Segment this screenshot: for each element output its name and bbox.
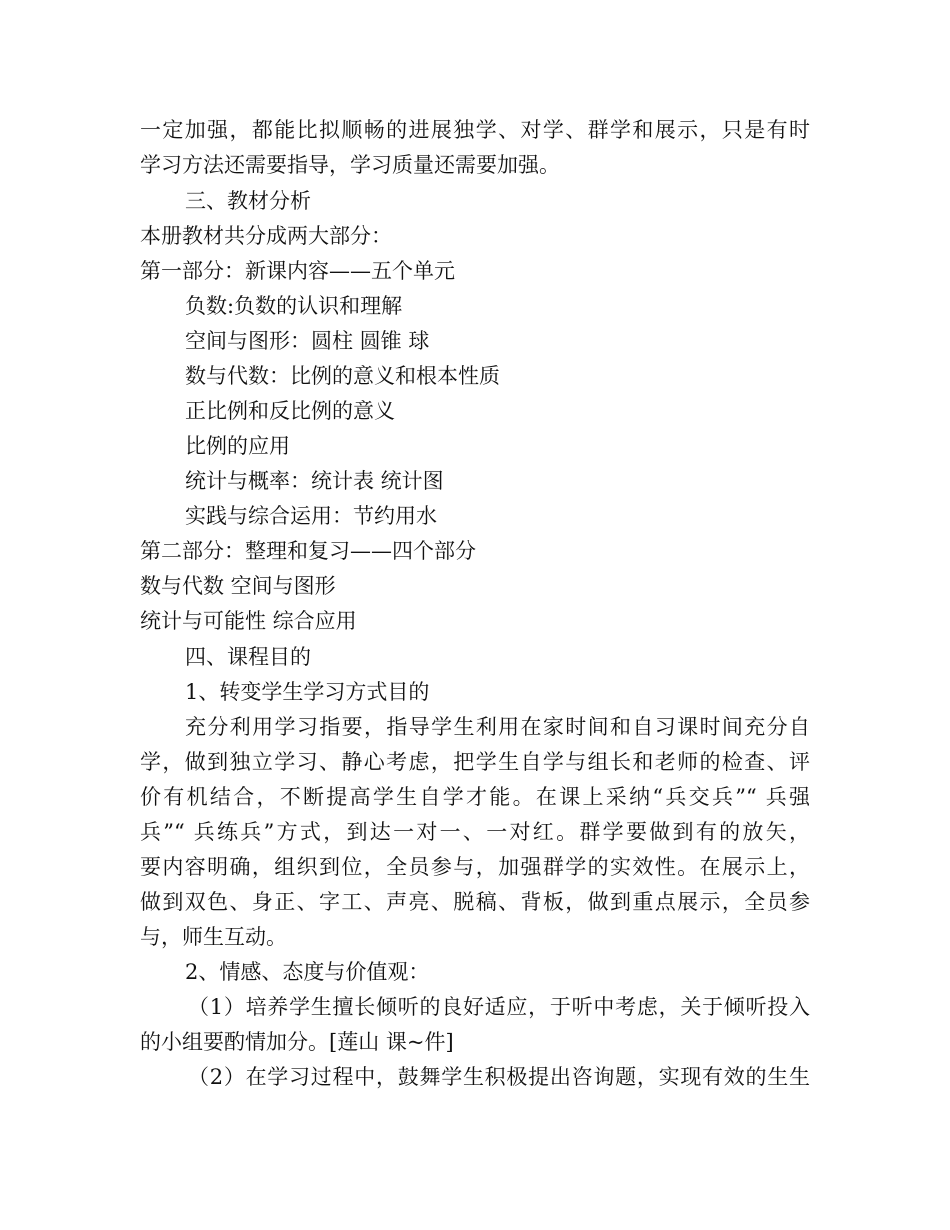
- body-text-line: 的小组要酌情加分。[莲山 课~件]: [140, 1030, 454, 1054]
- body-text-line: 价有机结合，不断提高学生自学才能。在课上采纳“兵交兵”“ 兵强: [140, 785, 810, 809]
- body-text-line: 学，做到独立学习、静心考虑，把学生自学与组长和老师的检查、评: [140, 750, 810, 774]
- list-item: 数与代数：比例的意义和根本性质: [185, 364, 500, 388]
- section-heading: 三、教材分析: [185, 189, 311, 213]
- body-text-line: 第一部分：新课内容——五个单元: [140, 259, 455, 283]
- subsection-heading: 1、转变学生学习方式目的: [185, 680, 430, 704]
- body-text-line: 数与代数 空间与图形: [140, 574, 336, 598]
- body-text-line: （2）在学习过程中，鼓舞学生积极提出咨询题，实现有效的生生: [188, 1065, 810, 1089]
- body-text-line: 做到双色、身正、字工、声亮、脱稿、背板，做到重点展示，全员参: [140, 890, 810, 914]
- list-item: 统计与概率：统计表 统计图: [185, 469, 444, 493]
- body-text-line: 与，师生互动。: [140, 925, 287, 949]
- body-text-line: 一定加强，都能比拟顺畅的进展独学、对学、群学和展示，只是有时: [140, 118, 810, 142]
- list-item: 空间与图形：圆柱 圆锥 球: [185, 329, 430, 353]
- body-text-line: 充分利用学习指要，指导学生利用在家时间和自习课时间充分自: [185, 715, 810, 739]
- list-item: 实践与综合运用：节约用水: [185, 504, 437, 528]
- body-text-line: 兵”“ 兵练兵”方式，到达一对一、一对红。群学要做到有的放矢，: [140, 820, 810, 844]
- list-item: 比例的应用: [185, 434, 290, 458]
- body-text-line: 要内容明确，组织到位，全员参与，加强群学的实效性。在展示上，: [140, 855, 810, 879]
- body-text-line: （1）培养学生擅长倾听的良好适应，于听中考虑，关于倾听投入: [188, 995, 810, 1019]
- subsection-heading: 2、情感、态度与价值观：: [185, 960, 430, 984]
- body-text-line: 学习方法还需要指导，学习质量还需要加强。: [140, 153, 560, 177]
- body-text-line: 本册教材共分成两大部分：: [140, 224, 392, 248]
- section-heading: 四、课程目的: [185, 645, 311, 669]
- list-item: 负数:负数的认识和理解: [185, 294, 403, 318]
- list-item: 正比例和反比例的意义: [185, 399, 395, 423]
- body-text-line: 统计与可能性 综合应用: [140, 609, 357, 633]
- body-text-line: 第二部分：整理和复习——四个部分: [140, 539, 476, 563]
